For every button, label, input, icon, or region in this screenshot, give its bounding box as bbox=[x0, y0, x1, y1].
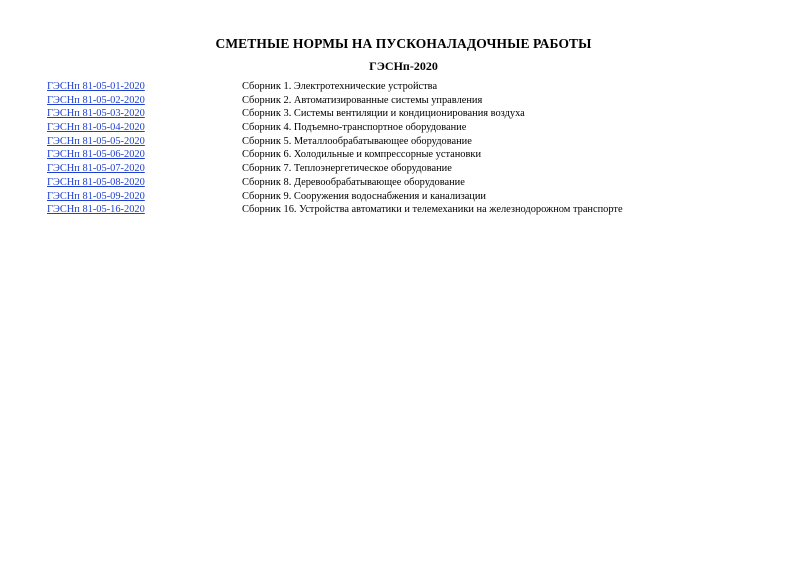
norm-description: Сборник 5. Металлообрабатывающее оборудование bbox=[242, 135, 472, 147]
norm-description: Сборник 2. Автоматизированные системы управления bbox=[242, 94, 483, 106]
list-item bbox=[47, 148, 787, 162]
list-item bbox=[47, 121, 787, 135]
norm-description: Сборник 7. Теплоэнергетическое оборудование bbox=[242, 163, 452, 175]
norm-description: Сборник 9. Сооружения водоснабжения и канализации bbox=[242, 190, 486, 202]
list-item bbox=[47, 80, 787, 94]
norm-code-link[interactable]: ГЭСНп 81-05-01-2020 bbox=[47, 81, 145, 92]
norms-list bbox=[47, 80, 787, 217]
list-item bbox=[47, 135, 787, 149]
norm-description: Сборник 6. Холодильные и компрессорные установки bbox=[242, 149, 482, 161]
list-item bbox=[47, 190, 787, 204]
norm-description: Сборник 16. Устройства автоматики и телемеханики на железнодорожном транспорте bbox=[242, 204, 623, 216]
norm-description: Сборник 4. Подъемно-транспортное оборудование bbox=[242, 122, 467, 134]
list-item bbox=[47, 176, 787, 190]
norm-code-link[interactable]: ГЭСНп 81-05-05-2020 bbox=[47, 135, 145, 147]
norm-description: Сборник 3. Системы вентиляции и кондиционирования воздуха bbox=[242, 108, 525, 120]
list-item bbox=[47, 94, 787, 108]
norm-code-link[interactable]: ГЭСНп 81-05-08-2020 bbox=[47, 176, 145, 188]
norm-code-link[interactable]: ГЭСНп 81-05-09-2020 bbox=[47, 190, 145, 202]
norm-code-link[interactable]: ГЭСНп 81-05-03-2020 bbox=[47, 108, 145, 120]
norm-code-link[interactable]: ГЭСНп 81-05-02-2020 bbox=[47, 94, 145, 106]
norm-code-link[interactable]: ГЭСНп 81-05-07-2020 bbox=[47, 163, 145, 175]
norm-code-link[interactable]: ГЭСНп 81-05-04-2020 bbox=[47, 122, 145, 134]
list-item bbox=[47, 162, 787, 176]
document-title: СМЕТНЫЕ НОРМЫ НА ПУСКОНАЛАДОЧНЫЕ РАБОТЫ bbox=[215, 36, 592, 51]
norm-description: Сборник 1. Электротехнические устройства bbox=[242, 81, 438, 92]
list-item bbox=[47, 107, 787, 121]
document-subtitle: ГЭСНп-2020 bbox=[369, 59, 438, 73]
norm-description: Сборник 8. Деревообрабатывающее оборудование bbox=[242, 176, 465, 188]
list-item bbox=[47, 203, 787, 217]
norm-code-link[interactable]: ГЭСНп 81-05-06-2020 bbox=[47, 149, 145, 161]
norm-code-link[interactable]: ГЭСНп 81-05-16-2020 bbox=[47, 204, 145, 216]
